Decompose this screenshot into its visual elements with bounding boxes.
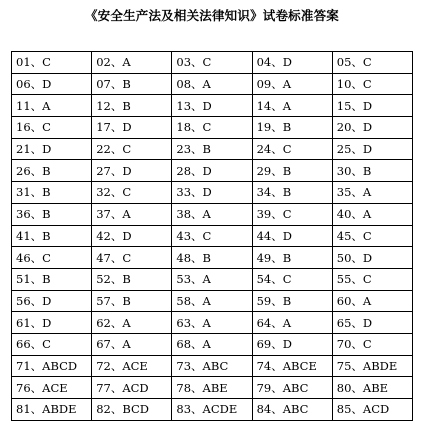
- answer-cell: 41、B: [12, 225, 92, 247]
- answer-row: [12, 290, 413, 312]
- answer-cell: 52、B: [92, 268, 172, 290]
- answer-cell: 15、D: [332, 95, 412, 117]
- answer-cell: 04、D: [252, 52, 332, 74]
- answer-row: [12, 333, 413, 355]
- answer-cell: 66、C: [12, 333, 92, 355]
- answer-cell: 51、B: [12, 268, 92, 290]
- answer-cell: 72、ACE: [92, 355, 172, 377]
- answer-cell: 60、A: [332, 290, 412, 312]
- answer-cell: 67、A: [92, 333, 172, 355]
- answer-cell: 34、B: [252, 182, 332, 204]
- answer-cell: 79、ABC: [252, 377, 332, 399]
- answer-row: [12, 312, 413, 334]
- answer-cell: 55、C: [332, 268, 412, 290]
- answer-cell: 59、B: [252, 290, 332, 312]
- answer-row: [12, 138, 413, 160]
- answer-cell: 24、C: [252, 138, 332, 160]
- answer-cell: 08、A: [172, 73, 252, 95]
- answer-cell: 10、C: [332, 73, 412, 95]
- answer-cell: 02、A: [92, 52, 172, 74]
- answer-cell: 21、D: [12, 138, 92, 160]
- answer-cell: 29、B: [252, 160, 332, 182]
- answer-cell: 11、A: [12, 95, 92, 117]
- answer-key-body: [12, 52, 413, 421]
- answer-cell: 53、A: [172, 268, 252, 290]
- answer-cell: 77、ACD: [92, 377, 172, 399]
- answer-cell: 74、ABCE: [252, 355, 332, 377]
- answer-cell: 56、D: [12, 290, 92, 312]
- answer-cell: 32、C: [92, 182, 172, 204]
- answer-cell: 61、D: [12, 312, 92, 334]
- answer-cell: 43、C: [172, 225, 252, 247]
- answer-cell: 39、C: [252, 203, 332, 225]
- answer-cell: 75、ABDE: [332, 355, 412, 377]
- answer-cell: 25、D: [332, 138, 412, 160]
- answer-cell: 76、ACE: [12, 377, 92, 399]
- answer-cell: 35、A: [332, 182, 412, 204]
- answer-cell: 03、C: [172, 52, 252, 74]
- answer-cell: 05、C: [332, 52, 412, 74]
- answer-cell: 38、A: [172, 203, 252, 225]
- answer-cell: 18、C: [172, 117, 252, 139]
- answer-cell: 78、ABE: [172, 377, 252, 399]
- answer-cell: 09、A: [252, 73, 332, 95]
- answer-cell: 30、B: [332, 160, 412, 182]
- answer-row: [12, 160, 413, 182]
- answer-cell: 50、D: [332, 247, 412, 269]
- answer-cell: 31、B: [12, 182, 92, 204]
- answer-row: [12, 203, 413, 225]
- answer-cell: 83、ACDE: [172, 399, 252, 421]
- answer-cell: 81、ABDE: [12, 399, 92, 421]
- answer-row: [12, 247, 413, 269]
- answer-cell: 64、A: [252, 312, 332, 334]
- answer-cell: 19、B: [252, 117, 332, 139]
- answer-cell: 54、C: [252, 268, 332, 290]
- answer-cell: 17、D: [92, 117, 172, 139]
- answer-cell: 20、D: [332, 117, 412, 139]
- answer-cell: 80、ABE: [332, 377, 412, 399]
- answer-row: [12, 73, 413, 95]
- answer-cell: 28、D: [172, 160, 252, 182]
- answer-cell: 48、B: [172, 247, 252, 269]
- answer-cell: 47、C: [92, 247, 172, 269]
- answer-row: [12, 95, 413, 117]
- answer-cell: 37、A: [92, 203, 172, 225]
- answer-cell: 63、A: [172, 312, 252, 334]
- answer-cell: 71、ABCD: [12, 355, 92, 377]
- answer-row: [12, 399, 413, 421]
- answer-cell: 65、D: [332, 312, 412, 334]
- answer-cell: 85、ACD: [332, 399, 412, 421]
- answer-cell: 23、B: [172, 138, 252, 160]
- answer-cell: 01、C: [12, 52, 92, 74]
- answer-row: [12, 268, 413, 290]
- answer-cell: 07、B: [92, 73, 172, 95]
- answer-cell: 84、ABC: [252, 399, 332, 421]
- answer-row: [12, 182, 413, 204]
- answer-cell: 14、A: [252, 95, 332, 117]
- answer-cell: 46、C: [12, 247, 92, 269]
- answer-cell: 27、D: [92, 160, 172, 182]
- answer-cell: 58、A: [172, 290, 252, 312]
- answer-cell: 33、D: [172, 182, 252, 204]
- answer-cell: 68、A: [172, 333, 252, 355]
- answer-cell: 22、C: [92, 138, 172, 160]
- answer-row: [12, 377, 413, 399]
- answer-cell: 44、D: [252, 225, 332, 247]
- answer-cell: 12、B: [92, 95, 172, 117]
- answer-cell: 42、D: [92, 225, 172, 247]
- answer-key-table: [11, 51, 413, 421]
- answer-cell: 13、D: [172, 95, 252, 117]
- answer-cell: 57、B: [92, 290, 172, 312]
- answer-cell: 73、ABC: [172, 355, 252, 377]
- answer-cell: 45、C: [332, 225, 412, 247]
- page-title: 《安全生产法及相关法律知识》试卷标准答案: [84, 8, 339, 23]
- answer-cell: 82、BCD: [92, 399, 172, 421]
- answer-cell: 70、C: [332, 333, 412, 355]
- answer-cell: 40、A: [332, 203, 412, 225]
- answer-cell: 26、B: [12, 160, 92, 182]
- answer-row: [12, 117, 413, 139]
- answer-cell: 62、A: [92, 312, 172, 334]
- answer-cell: 69、D: [252, 333, 332, 355]
- answer-cell: 06、D: [12, 73, 92, 95]
- answer-cell: 49、B: [252, 247, 332, 269]
- answer-cell: 36、B: [12, 203, 92, 225]
- answer-row: [12, 355, 413, 377]
- answer-cell: 16、C: [12, 117, 92, 139]
- answer-row: [12, 225, 413, 247]
- answer-row: [12, 52, 413, 74]
